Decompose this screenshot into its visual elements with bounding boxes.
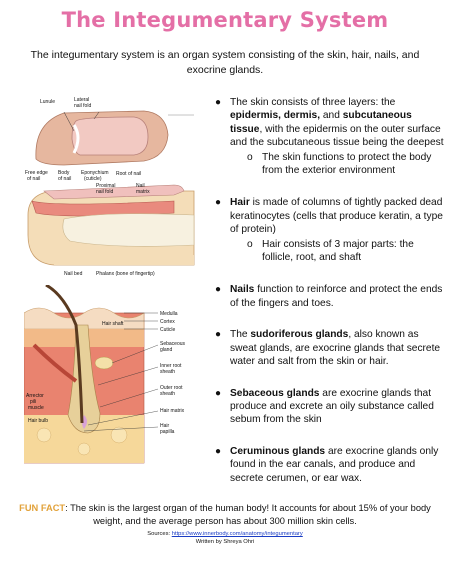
label-eponychium-2: (cuticle): [84, 176, 102, 182]
label-lateral-fold-1: Lateral: [74, 97, 90, 103]
bullet-list: [212, 96, 446, 498]
bullet-dot: ●: [215, 197, 222, 209]
bullet-dot: ●: [215, 387, 222, 399]
label-sebaceous-1: Sebaceous: [160, 341, 186, 347]
label-body-2: of nail: [58, 176, 72, 182]
bullet-hair: ● Hair is made of columns of tightly packed dead keratinocytes (cells that produce keratin, a type of protein) o Hair consists of 3 major parts: the follicle, root, and shaft: [212, 196, 446, 264]
label-nail-bed: Nail bed: [64, 271, 83, 277]
sources: Sources: https://www.innerbody.com/anatomy/integumentary Written by Shreya Ohri: [0, 530, 450, 546]
label-eponychium-1: Eponychium: [81, 170, 109, 176]
label-proximal-1: Proximal: [96, 183, 116, 189]
label-phalanx: Phalanx (bone of fingertip): [96, 271, 155, 277]
bullet-ceruminous: ● Ceruminous glands are exocrine glands only found in the ear canals, and produce and secrete cerumen, or ear wax.: [215, 445, 439, 484]
label-proximal-2: nail fold: [96, 189, 114, 195]
hair-follicle-figure: [24, 285, 214, 470]
label-cuticle: Cuticle: [160, 327, 176, 333]
sub-bullet-hair: o Hair consists of 3 major parts: the follicle, root, and shaft: [247, 238, 414, 264]
label-arrector-1: Arrector: [26, 393, 44, 399]
page-title: The Integumentary System: [61, 8, 389, 32]
label-inner-root-2: sheath: [160, 369, 176, 375]
label-cortex: Cortex: [160, 319, 175, 325]
label-outer-root-1: Outer root: [160, 385, 183, 391]
label-sebaceous-2: gland: [160, 347, 173, 353]
author: Written by Shreya Ohri: [195, 539, 255, 545]
label-outer-root-2: sheath: [160, 391, 176, 397]
fun-fact-text: : The skin is the largest organ of the human body! It accounts for about 15% of your body weight, and the average person has about 300 million skin cells.: [65, 503, 431, 526]
label-root: Root of nail: [116, 171, 142, 177]
intro-text: The integumentary system is an organ system consisting of the skin, hair, nails, and exocrine glands.: [30, 49, 420, 76]
label-matrix-2: matrix: [136, 189, 150, 195]
label-lateral-fold-2: nail fold: [74, 103, 92, 109]
label-matrix-1: Nail: [136, 183, 145, 189]
source-link[interactable]: https://www.innerbody.com/anatomy/integumentary: [171, 531, 303, 537]
label-inner-root-1: Inner root: [160, 363, 182, 369]
bullet-sudoriferous: ● The sudoriferous glands, also known as sweat glands, are exocrine glands that secrete water and salt from the skin or hair.: [215, 329, 441, 368]
bullet-nails: ● Nails function to reinforce and protect the ends of the fingers and toes.: [215, 284, 443, 309]
label-arrector-3: muscle: [28, 405, 44, 411]
fun-fact: [8, 502, 442, 527]
label-papilla-2: papilla: [160, 429, 175, 435]
label-free-edge-2: of nail: [27, 176, 41, 182]
bullet-sebaceous: ● Sebaceous glands are exocrine glands that produce and excrete an oily substance called sebum from the skin: [215, 387, 434, 426]
bullet-skin: ● The skin consists of three layers: the epidermis, dermis, and subcutaneous tissue, with the epidermis on the outer surface and the subcutaneous tissue being the deepest o The skin functions to protect the body from the exterior environment: [212, 96, 446, 177]
label-papilla-1: Hair: [160, 423, 170, 429]
bullet-dot: ●: [215, 97, 222, 108]
bullet-dot: ●: [215, 329, 222, 341]
label-hair-bulb: Hair bulb: [28, 418, 49, 424]
label-body-1: Body: [58, 170, 70, 176]
fun-fact-label: FUN FACT: [19, 503, 66, 513]
bullet-dot: ●: [215, 284, 222, 296]
nail-anatomy-figure: [24, 95, 214, 280]
label-arrector-2: pili: [30, 399, 37, 405]
label-lunule: Lunule: [40, 99, 56, 105]
sub-bullet-skin: o The skin functions to protect the body from the exterior environment: [247, 151, 432, 177]
label-hair-matrix: Hair matrix: [160, 408, 185, 414]
bullet-dot: ●: [215, 445, 222, 457]
label-hair-shaft: Hair shaft: [102, 321, 124, 327]
label-medulla: Medulla: [160, 311, 178, 317]
label-free-edge-1: Free edge: [25, 170, 48, 176]
